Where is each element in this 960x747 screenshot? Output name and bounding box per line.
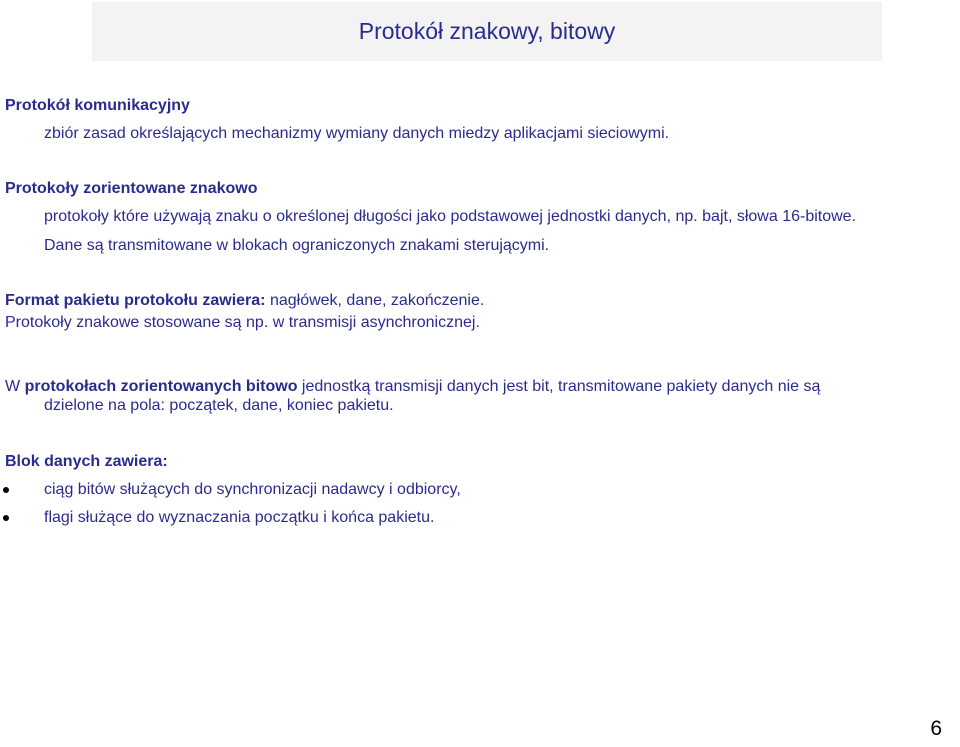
page-title: Protokół znakowy, bitowy xyxy=(358,18,616,44)
protocol-definition: zbiór zasad określających mechanizmy wymiany danych miedzy aplikacjami sieciowymi. xyxy=(44,125,670,142)
page-number: 6 xyxy=(930,717,942,740)
packet-format-label: Format pakietu protokołu zawiera: xyxy=(5,292,266,309)
title-bar xyxy=(92,2,882,61)
bit-protocols-prefix: W xyxy=(5,378,21,395)
list-item-2: flagi służące do wyznaczania początku i końca pakietu. xyxy=(44,509,435,526)
section-heading-data-block: Blok danych zawiera: xyxy=(5,453,168,470)
char-protocols-text-2: Dane są transmitowane w blokach ograniczonych znakami sterującymi. xyxy=(44,237,550,254)
section-heading-char-protocols: Protokoły zorientowane znakowo xyxy=(5,180,258,197)
bullet-icon xyxy=(3,487,9,493)
bit-protocols-line-1 xyxy=(5,377,820,397)
section-heading-protocol: Protokół komunikacyjny xyxy=(5,97,190,114)
packet-format-value: nagłówek, dane, zakończenie. xyxy=(269,292,485,309)
bit-protocols-term: protokołach zorientowanych bitowo xyxy=(24,378,298,395)
bullet-icon xyxy=(3,515,9,521)
bit-protocols-line-2: dzielone na pola: początek, dane, koniec pakietu. xyxy=(44,397,394,414)
char-protocols-usage: Protokoły znakowe stosowane są np. w transmisji asynchronicznej. xyxy=(5,314,480,331)
list-item-1: ciąg bitów służących do synchronizacji nadawcy i odbiorcy, xyxy=(44,481,461,498)
bit-protocols-text: jednostką transmisji danych jest bit, transmitowane pakiety danych nie są xyxy=(301,378,821,395)
char-protocols-text-1: protokoły które używają znaku o określonej długości jako podstawowej jednostki danych, np. bajt, słowa 16-bitowe. xyxy=(44,208,857,225)
packet-format-line xyxy=(5,291,484,311)
